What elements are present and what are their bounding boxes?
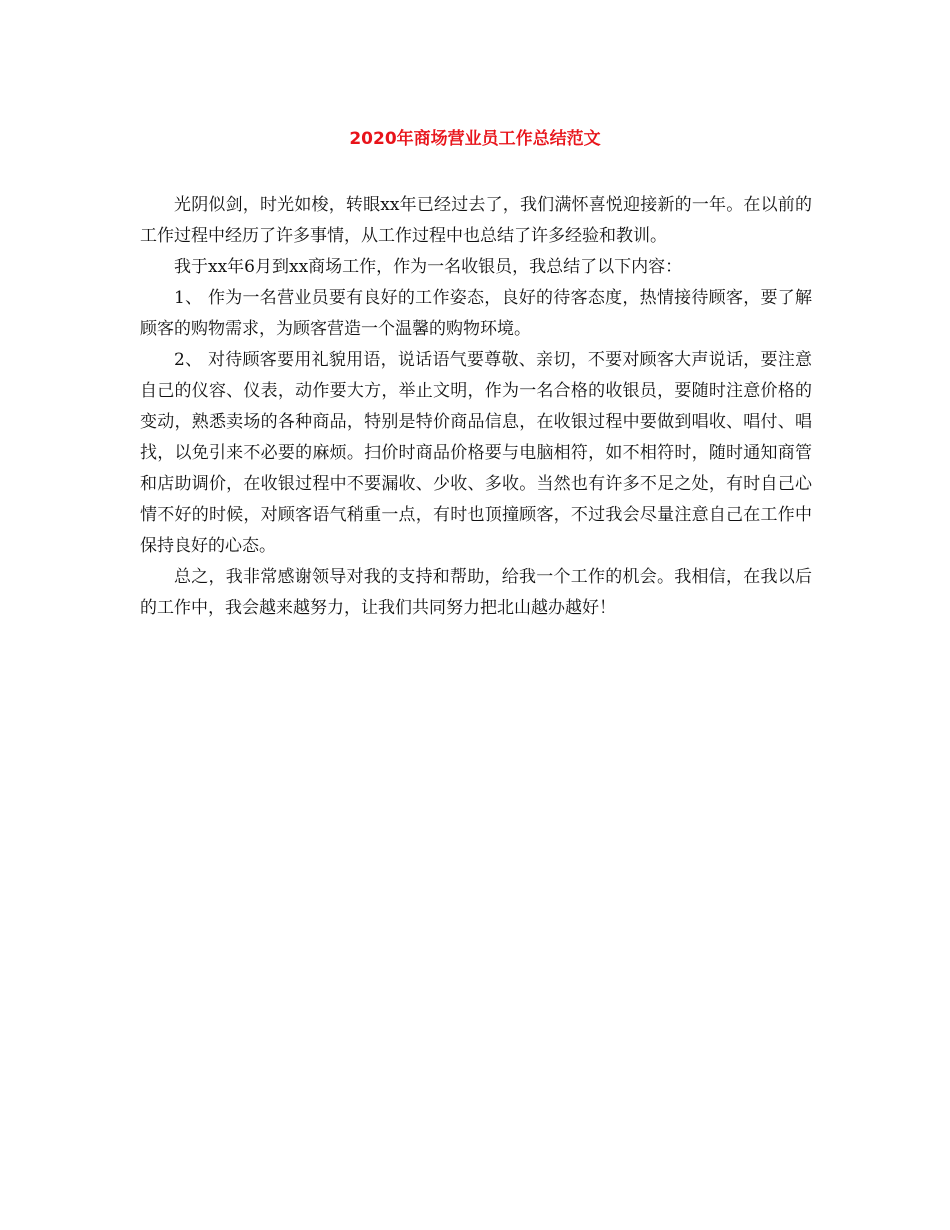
document-body <box>140 190 812 624</box>
paragraph-intro: 光阴似剑，时光如梭，转眼xx年已经过去了，我们满怀喜悦迎接新的一年。在以前的工作过程中经历了许多事情，从工作过程中也总结了许多经验和教训。 <box>140 195 812 246</box>
paragraph-point-1: 1、 作为一名营业员要有良好的工作姿态，良好的待客态度，热情接待顾客，要了解顾客的购物需求，为顾客营造一个温馨的购物环境。 <box>140 288 812 339</box>
paragraph-point-2: 2、 对待顾客要用礼貌用语，说话语气要尊敬、亲切，不要对顾客大声说话，要注意自己的仪容、仪表，动作要大方，举止文明，作为一名合格的收银员，要随时注意价格的变动，熟悉卖场的各种商品，特别是特价商品信息，在收银过程中要做到唱收、唱付、唱找，以免引来不必要的麻烦。扫价时商品价格要与电脑相符，如不相符时，随时通知商管和店助调价，在收银过程中不要漏收、少收、多收。当然也有许多不足之处，有时自己心情不好的时候，对顾客语气稍重一点，有时也顶撞顾客，不过我会尽量注意自己在工作中保持良好的心态。 <box>140 350 812 556</box>
paragraph-conclusion: 总之，我非常感谢领导对我的支持和帮助，给我一个工作的机会。我相信，在我以后的工作中，我会越来越努力，让我们共同努力把北山越办越好！ <box>140 567 812 618</box>
paragraph-job-summary: 我于xx年6月到xx商场工作，作为一名收银员，我总结了以下内容： <box>174 257 683 277</box>
document-title: 2020年商场营业员工作总结范文 <box>349 129 601 149</box>
